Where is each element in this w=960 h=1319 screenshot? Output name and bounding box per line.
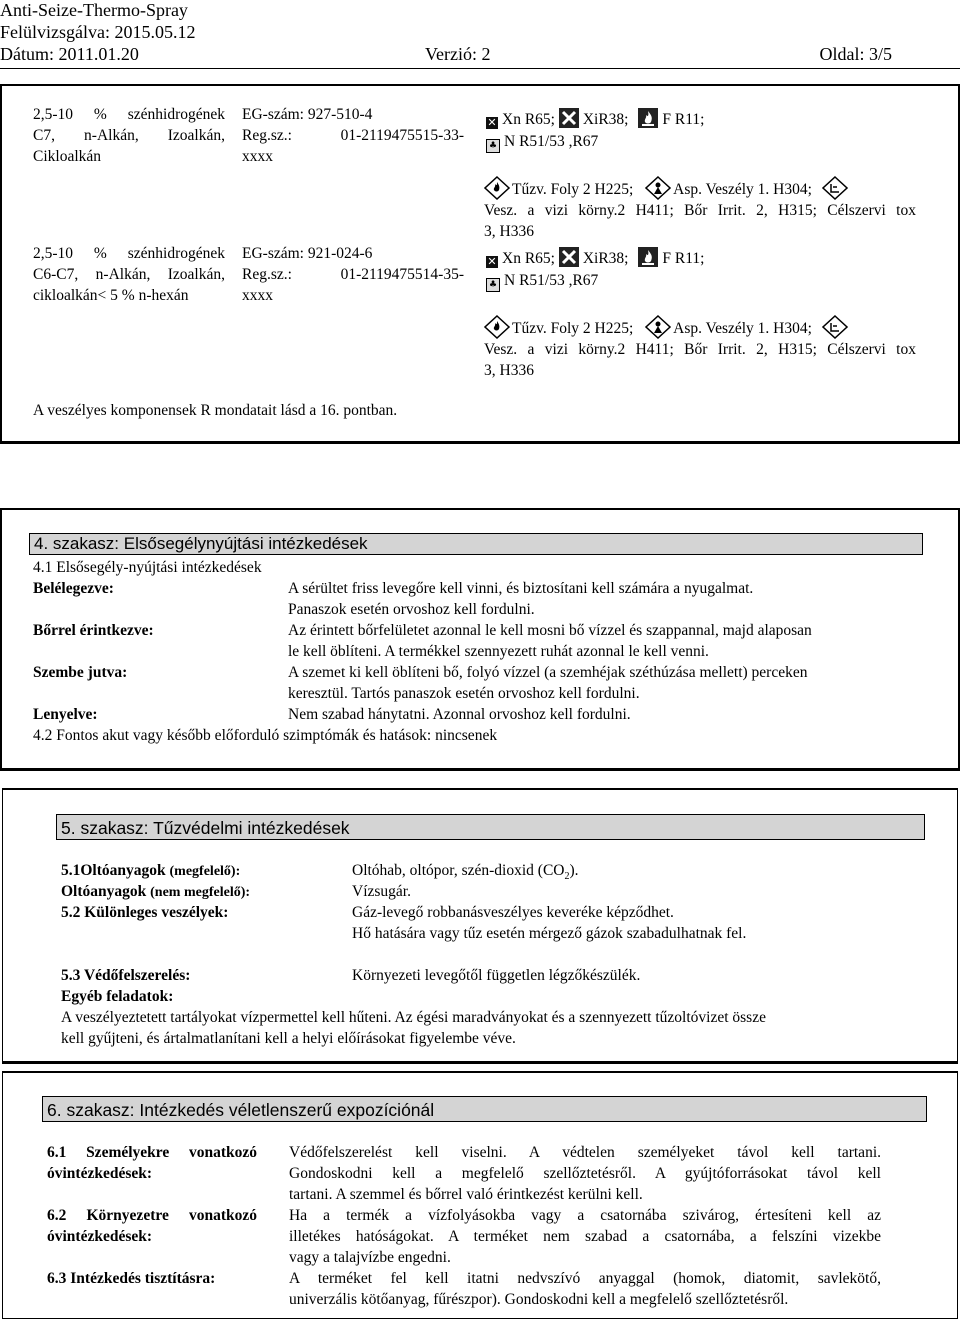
components-note: A veszélyes komponensek R mondatait lásd a 16. pontban.	[33, 402, 398, 419]
unsuitable-media-label: Oltóanyagok (nem megfelelő):	[61, 883, 251, 900]
protective-equipment-text: Környezeti levegőtől független légzőkészülék.	[352, 967, 641, 984]
eye-text: A szemet ki kell öblíteni bő, folyó vízzel (a szemhéjak széthúzása mellett) perceken	[288, 664, 808, 681]
eye-label: Szembe jutva:	[33, 664, 128, 681]
section-4-title: 4. szakasz: Elsősegélynyújtási intézkedések	[29, 533, 923, 555]
special-hazards-text: Hő hatására vagy tűz esetén mérgező gázok szabadulhatnak fel.	[352, 925, 747, 942]
harmful-xn-icon: ✕	[487, 116, 497, 129]
ghs-flame-icon	[484, 176, 510, 200]
cleanup-label: 6.3 Intézkedés tisztításra:	[47, 1270, 216, 1287]
inhalation-text: A sérültet friss levegőre kell vinni, és biztosítani kell számára a nyugalmat.	[288, 580, 754, 597]
other-tasks-label: Egyéb feladatok:	[61, 988, 174, 1005]
harmful-xn-icon: ✕	[487, 255, 497, 268]
component-name: 2,5-10 % szénhidrogének C7, n-Alkán, Izoalkán, Cikloalkán	[33, 106, 225, 165]
ghs-health-hazard-icon	[645, 315, 671, 339]
version: Verzió: 2	[425, 44, 491, 64]
page-number: Oldal: 3/5	[819, 44, 892, 64]
unsuitable-media-value: Vízsugár.	[352, 883, 411, 900]
component-ids: EG-szám: 921-024-6 Reg.sz.: 01-2119475514-35- xxxx	[242, 245, 464, 304]
product-name: Anti-Seize-Thermo-Spray	[0, 0, 188, 20]
personal-precautions-text: Védőfelszerelést kell viselni. A védtelen személyeket távol kell tartani. Gondoskodni kell a megfelelő szellőztetésről. A gyújtóforrásokat távol kell tartani. A szemmel és bőrrel való érintkezést kerülni kell.	[289, 1144, 881, 1203]
eye-text: keresztül. Tartós panaszok esetén orvoshoz kell fordulni.	[288, 685, 640, 702]
component-name: 2,5-10 % szénhidrogének C6-C7, n-Alkán, Izoalkán, cikloalkán< 5 % n-hexán	[33, 245, 225, 304]
special-hazards-text: Gáz-levegő robbanásveszélyes keveréke képződhet.	[352, 904, 674, 921]
section-5-title: 5. szakasz: Tűzvédelmi intézkedések	[56, 814, 925, 840]
special-hazards-label: 5.2 Különleges veszélyek:	[61, 904, 229, 921]
flammable-f-icon	[638, 247, 658, 267]
environmental-precautions-label: 6.2 Környezetre vonatkozó óvintézkedések:	[47, 1207, 257, 1245]
environment-n-icon: ♣	[486, 278, 500, 292]
component-ids: EG-szám: 927-510-4 Reg.sz.: 01-2119475515-33- xxxx	[242, 106, 464, 165]
ingestion-text: Nem szabad hánytatni. Azonnal orvoshoz kell fordulni.	[288, 706, 631, 723]
media-value: Oltóhab, oltópor, szén-dioxid $(CO_2)$.	[352, 862, 579, 883]
ghs-environment-icon	[822, 176, 848, 200]
media-label: 5.1Oltóanyagok (megfelelő):	[61, 862, 241, 879]
inhalation-label: Belélegezve:	[33, 580, 114, 597]
protective-equipment-label: 5.3 Védőfelszerelés:	[61, 967, 191, 984]
skin-label: Bőrrel érintkezve:	[33, 622, 154, 639]
ghs-environment-icon	[822, 315, 848, 339]
skin-text: Az érintett bőrfelületet azonnal le kell mosni bő vízzel és szappannal, majd alaposan	[288, 622, 812, 639]
irritant-xi-icon	[559, 247, 579, 267]
skin-text: le kell öblíteni. A termékkel szennyezett ruhát azonnal le kell venni.	[288, 643, 709, 660]
ghs-health-hazard-icon	[645, 176, 671, 200]
document-date: Dátum: 2011.01.20	[0, 44, 139, 64]
inhalation-text: Panaszok esetén orvoshoz kell fordulni.	[288, 601, 535, 618]
r-classification: ✕ Xn R65; XiR38; F R11; ♣ N R51/53 ,R67	[486, 247, 704, 292]
r-classification: ✕ Xn R65; XiR38; F R11; ♣ N R51/53 ,R67	[486, 108, 704, 153]
environment-n-icon: ♣	[486, 139, 500, 153]
ingestion-label: Lenyelve:	[33, 706, 98, 723]
irritant-xi-icon	[559, 108, 579, 128]
other-tasks-text: kell gyűjteni, és ártalmatlanítani kell a helyi előírásokat figyelembe véve.	[61, 1030, 516, 1047]
personal-precautions-label: 6.1 Személyekre vonatkozó óvintézkedések:	[47, 1144, 257, 1182]
subsection-title: 4.1 Elsősegély-nyújtási intézkedések	[33, 559, 262, 576]
clp-classification: Tűzv. Foly 2 H225; Asp. Veszély 1. H304; Vesz. a vizi körny.2 H411; Bőr Irrit. 2, H315; Célszervi tox 3, H336	[484, 176, 916, 242]
section-6-title: 6. szakasz: Intézkedés véletlenszerű expozíciónál	[42, 1096, 927, 1122]
revision-date: Felülvizsgálva: 2015.05.12	[0, 22, 196, 42]
ghs-flame-icon	[484, 315, 510, 339]
cleanup-text: A terméket fel kell itatni nedvszívó anyaggal (homok, diatomit, savlekötő, univerzális kötőanyag, fűrészpor). Gondoskodni kell a megfelelő szellőztetésről.	[289, 1270, 881, 1308]
other-tasks-text: A veszélyeztetett tartályokat vízpermettel kell hűteni. Az égési maradványokat és a szennyezett tűzoltóvizet össze	[61, 1009, 766, 1026]
environmental-precautions-text: Ha a termék a vízfolyásokba vagy a csatornába szivárog, értesíteni kell az illetékes hatóságokat. A terméket nem szabad a csatornába, a felszíni vizekbe vagy a talajvízbe engedni.	[289, 1207, 881, 1266]
symptoms-line: 4.2 Fontos akut vagy később előforduló szimptómák és hatások: nincsenek	[33, 727, 498, 744]
flammable-f-icon	[638, 108, 658, 128]
clp-classification: Tűzv. Foly 2 H225; Asp. Veszély 1. H304; Vesz. a vizi körny.2 H411; Bőr Irrit. 2, H315; Célszervi tox 3, H336	[484, 315, 916, 381]
header-rule	[0, 68, 960, 69]
